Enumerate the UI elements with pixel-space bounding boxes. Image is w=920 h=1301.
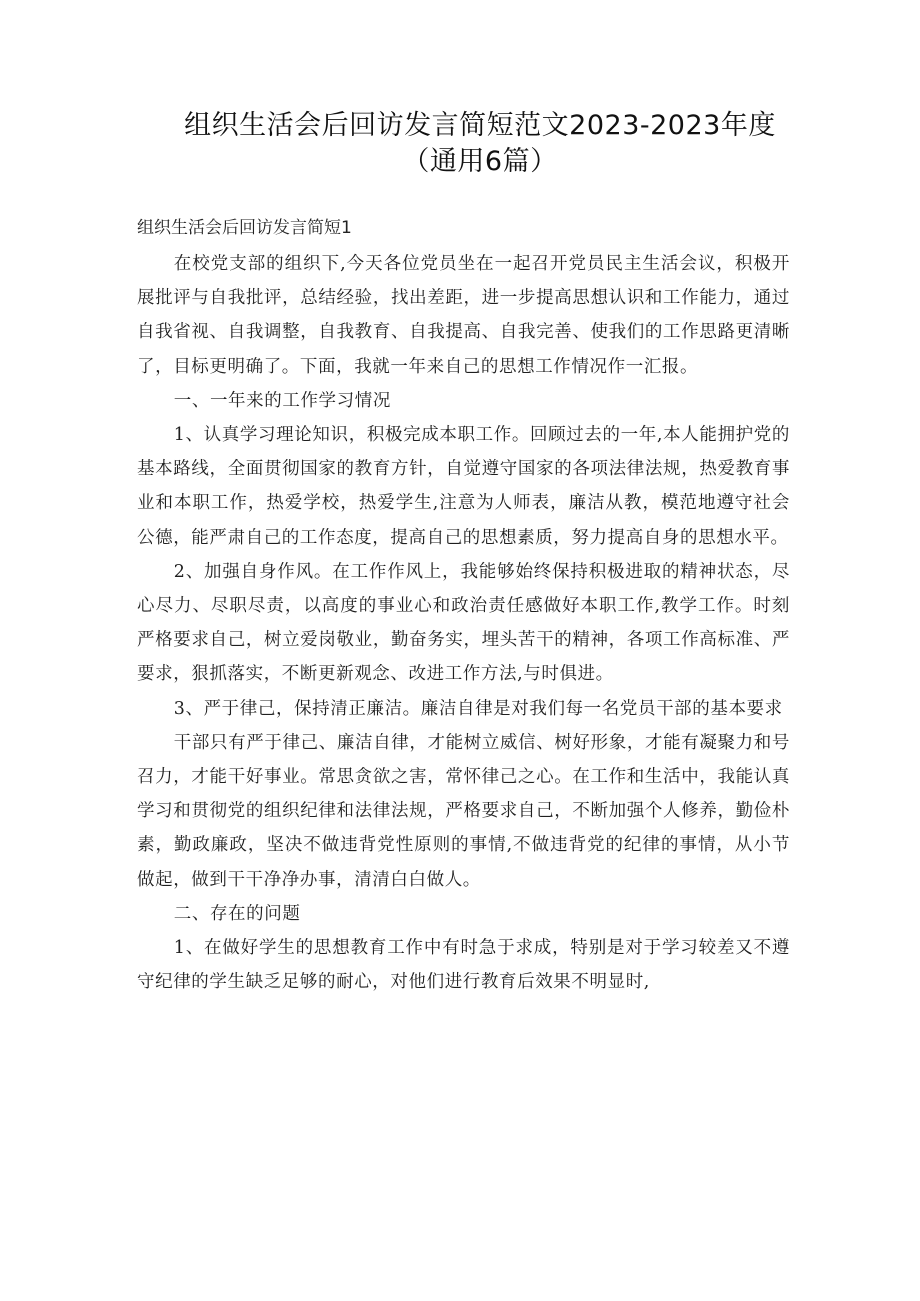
document-title: 组织生活会后回访发言简短范文2023-2023年度（通用6篇） <box>184 110 776 177</box>
paragraph: 1、在做好学生的思想教育工作中有时急于求成，特别是对于学习较差又不遵守纪律的学生缺乏足够的耐心，对他们进行教育后效果不明显时, <box>137 938 790 993</box>
paragraph: 一、一年来的工作学习情况 <box>173 390 391 411</box>
paragraph: 二、存在的问题 <box>173 903 301 924</box>
section-heading: 组织生活会后回访发言简短1 <box>137 218 352 238</box>
paragraph: 干部只有严于律己、廉洁自律，才能树立威信、树好形象，才能有凝聚力和号召力，才能干好事业。常思贪欲之害，常怀律己之心。在工作和生活中，我能认真学习和贯彻党的组织纪律和法律法规，严格要求自己，不断加强个人修养，勤俭朴素，勤政廉政，坚决不做违背党性原则的事情,不做违背党的纪律的事情，从小节做起，做到干干净净办事，清清白白做人。 <box>137 732 790 890</box>
document-body <box>137 247 790 999</box>
paragraph: 1、认真学习理论知识，积极完成本职工作。回顾过去的一年,本人能拥护党的基本路线，全面贯彻国家的教育方针，自觉遵守国家的各项法律法规，热爱教育事业和本职工作，热爱学校，热爱学生,注意为人师表，廉洁从教，模范地遵守社会公德，能严肃自己的工作态度，提高自己的思想素质，努力提高自身的思想水平。 <box>137 425 790 548</box>
paragraph: 2、加强自身作风。在工作作风上，我能够始终保持积极进取的精神状态，尽心尽力、尽职尽责，以高度的事业心和政治责任感做好本职工作,教学工作。时刻严格要求自己，树立爱岗敬业，勤奋务实，埋头苦干的精神，各项工作高标准、严要求，狠抓落实，不断更新观念、改进工作方法,与时俱进。 <box>137 561 790 685</box>
paragraph: 在校党支部的组织下,今天各位党员坐在一起召开党员民主生活会议，积极开展批评与自我批评，总结经验，找出差距，进一步提高思想认识和工作能力，通过自我省视、自我调整，自我教育、自我提高、自我完善、使我们的工作思路更清晰了，目标更明确了。下面，我就一年来自己的思想工作情况作一汇报。 <box>137 254 790 377</box>
paragraph: 3、严于律己，保持清正廉洁。廉洁自律是对我们每一名党员干部的基本要求 <box>173 698 783 719</box>
